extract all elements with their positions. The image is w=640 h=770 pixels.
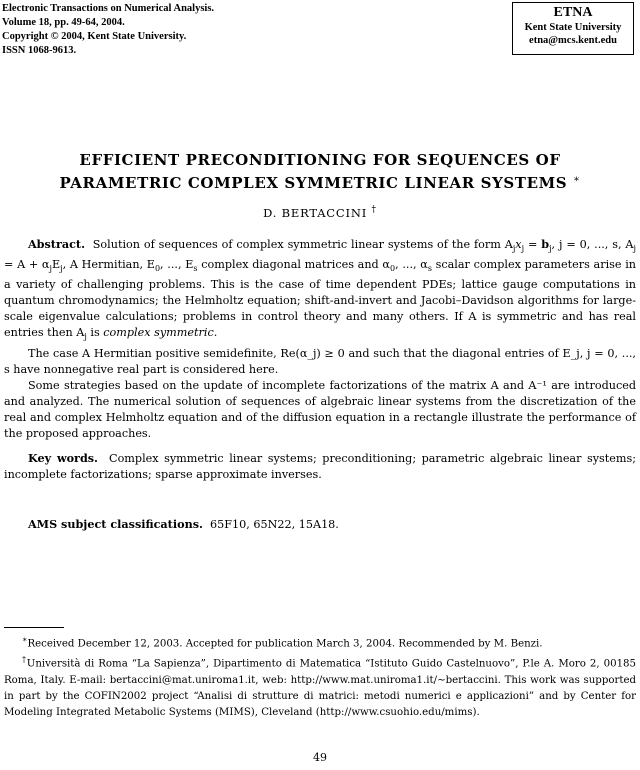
etna-email: etna@mcs.kent.edu [529,35,617,46]
author-line [0,205,640,220]
abstract-emphasis: complex symmetric. [103,326,218,340]
abstract-paragraph-1: Abstract. Solution of sequences of complex symmetric linear systems of the form $A_jx_j = b_j$, j = 0, ..., s, $A_j = A + \alpha_jE_j$, A Hermitian, $E_0$, ..., $E_s$ complex diagonal matrices and $\alpha_0$, ..., $\alpha_s$ scalar complex parameters arise in a variety of challenging problems. This is the case of time dependent PDEs; lattice gauge computations in quantum chromodynamics; the Helmholtz equation; shift-and-invert and Jacobi–Davidson algorithms for large-scale eigenvalue calculations; problems in control theory and many others. If A is symmetric and has real entries then $A_j$ is complex symmetric. [4,237,636,342]
footnote-received-text: Received December 12, 2003. Accepted for publication March 3, 2004. Recommended by M. Benzi. [27,638,543,650]
footnote-received [4,632,636,652]
footnote-affiliation-text: Università di Roma “La Sapienza”, Dipartimento di Matematica “Istituto Guido Castelnuovo”, P.le A. Moro 2, 00185 Roma, Italy. E-mail: bertaccini@mat.uniroma1.it, web: http://www.mat.uniroma1.it/∼bertaccini. This work was supported in part by the COFIN2002 project “Analisi di strutture di matrici: metodi numerici e applicazioni” and by Center for Modeling Integrated Metabolic Systems (MIMS), Cleveland (http://www.csuohio.edu/mims). [4,658,637,718]
abstract-text-f: is [90,326,100,340]
journal-name: Electronic Transactions on Numerical Analysis. [2,3,215,14]
paper-title-line2: PARAMETRIC COMPLEX SYMMETRIC LINEAR SYSTEMS [59,174,568,192]
affiliation-mark: † [22,655,27,665]
abstract-text-c: A Hermitian, E [69,258,155,272]
keywords-text: Complex symmetric linear systems; preconditioning; parametric algebraic linear systems; incomplete factorizations; sparse approximate inverses. [4,452,637,481]
abstract-paragraph-2: The case A Hermitian positive semidefinite, Re(α_j) ≥ 0 and such that the diagonal entries of E_j, j = 0, ..., s have nonnegative real part is considered here. [4,346,636,376]
paper-title-line1: EFFICIENT PRECONDITIONING FOR SEQUENCES OF [79,151,561,169]
etna-title: ETNA [553,5,593,20]
abstract-text-d: complex diagonal matrices and α [201,258,390,272]
page-number: 49 [313,751,327,764]
etna-university: Kent State University [524,22,622,33]
etna-box [512,2,634,55]
abstract-label: Abstract. [28,237,85,251]
abstract-paragraph-3: Some strategies based on the update of incomplete factorizations of the matrix A and A⁻¹ are introduced and analyzed. The numerical solution of sequences of algebraic linear systems from the discretization of the real and complex Helmholtz equation and of the diffusion equation in a rectangle illustrate the performance of the proposed approaches. [4,378,636,440]
journal-issn: ISSN 1068-9613. [2,45,77,56]
author-name: D. BERTACCINI [263,205,368,220]
footnote-affiliation [4,652,636,720]
paper-title [0,150,640,193]
journal-copyright: Copyright © 2004, Kent State University. [2,31,187,42]
abstract-section [4,236,636,442]
journal-volume: Volume 18, pp. 49-64, 2004. [2,17,125,28]
ams-section [4,516,636,533]
ams-label: AMS subject classifications. [28,517,203,531]
title-footnote-mark: ∗ [573,174,581,185]
abstract-text-e: scalar complex parameters arise in a variety of challenging problems. This is the case of time dependent PDEs; lattice gauge computations in quantum chromodynamics; the Helmholtz equation; shift-and-invert and Jacobi–Davidson algorithms for large-scale eigenvalue calculations; problems in control theory and many others. If A is symmetric and has real entries then A [4,258,636,340]
ams-text: 65F10, 65N22, 15A18. [210,518,339,531]
abstract-text-b: j = 0, ..., s, A [558,238,634,251]
footnotes [4,632,636,721]
keywords-section [4,450,636,483]
keywords-label: Key words. [28,451,98,465]
footnote-rule [4,627,64,628]
author-footnote-mark: † [371,205,377,215]
abstract-text-a: Solution of sequences of complex symmetric linear systems of the form A [92,238,513,251]
journal-header [2,2,214,58]
received-mark: ∗ [22,635,28,644]
